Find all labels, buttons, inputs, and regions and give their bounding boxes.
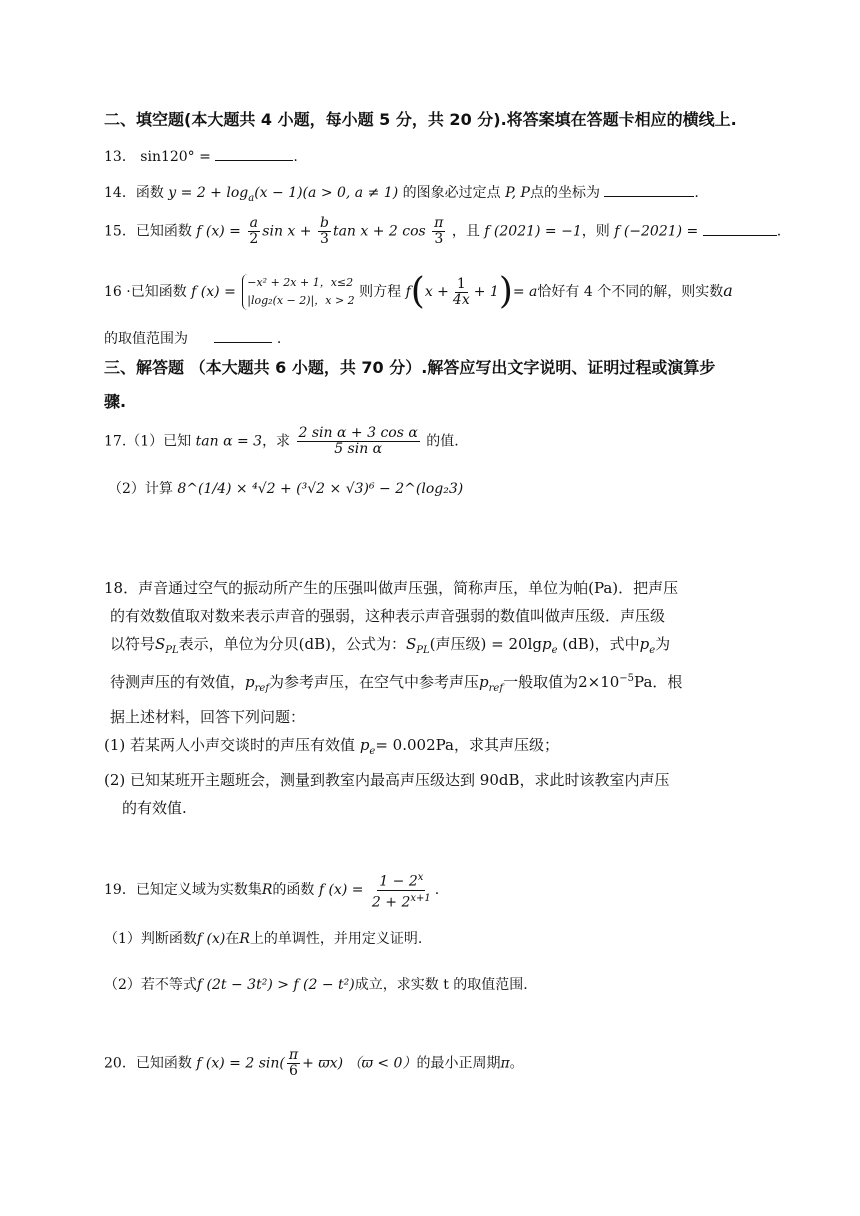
q20-pi: π [288, 1047, 299, 1063]
q20-b: 的最小正周期 [416, 1055, 501, 1072]
q18-line2: 的有效数值取对数来表示声音的强弱，这种表示声音强弱的数值叫做声压级．声压级 [110, 607, 666, 625]
q18-line4 [104, 667, 764, 701]
q18-pe3-sub: e [369, 746, 376, 757]
question-19 [104, 870, 804, 910]
q18-l3a: 以符号 [110, 635, 156, 653]
question-17-part2 [108, 478, 808, 500]
q15-frac-a [247, 216, 260, 247]
q13-number: 13． [104, 149, 136, 165]
q16-mid: 则方程 [359, 284, 402, 300]
q18-l3e: 为 [655, 635, 671, 653]
q15-text: 已知函数 [135, 223, 192, 240]
q19-end: . [434, 882, 440, 899]
q16-inner2: + 1 [473, 284, 499, 300]
q17-denominator: 5 sin α [334, 441, 383, 457]
q16-post: 恰好有 4 个不同的解，则实数 [537, 284, 724, 300]
q16-frac [451, 277, 472, 308]
q20-frac [287, 1048, 300, 1079]
q14-answer-blank [604, 182, 694, 197]
section-heading-answer [104, 354, 784, 416]
q19-p2b: 成立，求实数 t 的取值范围. [354, 977, 528, 993]
q18-line1: 18．声音通过空气的振动所产生的压强叫做声压强，简称声压，单位为帕(Pa)．把声压 [104, 579, 679, 597]
q13-answer-blank [215, 146, 293, 161]
q20-6: 6 [289, 1063, 298, 1079]
q18-spl-sub: PL [165, 645, 179, 656]
q14-post: 点的坐标为 [529, 185, 600, 201]
q18-spl2: S [406, 635, 417, 653]
q19-p1a: （1）判断函数 [104, 931, 197, 947]
section3-heading-line1: 三、解答题 （本大题共 6 小题，共 70 分）.解答应写出文字说明、证明过程或演算步 [104, 358, 716, 377]
q16-line2 [104, 328, 504, 350]
q18-s1b: Pa，求其声压级； [435, 736, 559, 754]
q13-expression: sin120° = [140, 149, 211, 165]
q18-val-exp: −5 [619, 673, 635, 684]
q18-pe2: p [639, 635, 650, 653]
q18-pe: p [541, 635, 552, 653]
q16-case1: −x² + 2x + 1，x≤2 [247, 276, 354, 289]
q14-expr2: (x − 1)(a > 0, a ≠ 1) [254, 185, 399, 201]
q18-spl: S [155, 635, 166, 653]
q14-log-base: a [248, 192, 255, 204]
q19-f: f (x) = [318, 882, 364, 899]
q16-inner1: x + [424, 284, 449, 300]
q20-end: 。 [509, 1055, 524, 1072]
q18-l3d: (dB)，式中 [562, 635, 640, 653]
question-13 [104, 146, 804, 168]
q19-l1b: 的函数 [272, 882, 315, 899]
q16-text: 已知函数 [130, 284, 187, 300]
q19-part2 [104, 974, 804, 996]
q18-pref2-sub: ref [488, 683, 504, 694]
q18-line3 [104, 632, 764, 663]
q17-post: 的值. [426, 433, 459, 450]
q15-tan: tan x + 2 cos [332, 223, 426, 240]
q18-l3b: 表示，单位为分贝(dB)，公式为： [178, 635, 407, 653]
q15-f: f (x) = [196, 223, 241, 240]
section3-heading-line2: 骤. [104, 392, 127, 411]
q18-sub2-line2: 的有效值. [122, 799, 187, 817]
q16-4x: 4x [452, 291, 470, 308]
q19-p1c: 上的单调性，并用定义证明. [249, 931, 423, 947]
q15-answer-blank [703, 221, 777, 236]
q14-number: 14． [104, 185, 136, 201]
q14-mid: 的图象必过定点 [402, 185, 501, 201]
question-18 [104, 576, 764, 820]
question-20 [104, 1048, 804, 1079]
q19-p2a: （2）若不等式 [104, 977, 197, 993]
q17-p2-expr: 8^(1/4) × ⁴√2 + (³√2 × √3)⁶ − 2^(log₂3) [177, 481, 464, 497]
q15-3: 3 [319, 231, 329, 247]
q16-paren-open: ( [410, 271, 425, 312]
q18-val: 2×10 [578, 673, 620, 691]
q13-end: . [293, 149, 298, 165]
q16-1: 1 [456, 275, 466, 292]
q18-pe2-sub: e [649, 645, 656, 656]
q19-ineq: f (2t − 3t²) > f (2 − t²) [196, 977, 355, 993]
q16-eq: = a [512, 284, 538, 300]
q20-a: 20．已知函数 [104, 1055, 192, 1072]
q18-l4c: 一般取值为 [503, 673, 579, 691]
q18-pe-sub: e [551, 645, 558, 656]
q15-frac-b [318, 216, 331, 247]
q18-pe3: p [359, 736, 370, 754]
q15-and: ，且 [451, 223, 480, 240]
q18-l4d: Pa．根 [634, 673, 683, 691]
q16-paren-close: ) [498, 271, 513, 312]
q16-line2-text: 的取值范围为 [104, 331, 188, 347]
q18-spl2-sub: PL [416, 645, 430, 656]
q15-2: 2 [249, 231, 259, 247]
q14-expr: y = 2 + log [168, 185, 249, 201]
q19-denominator: 2 + 2 [371, 894, 411, 911]
q15-frac-pi [432, 216, 445, 247]
q15-then: ，则 [581, 223, 610, 240]
q17-ask: ，求 [262, 433, 291, 450]
q19-part1 [104, 928, 804, 950]
section-heading-fill-in: 二、填空题(本大题共 4 小题，每小题 5 分，共 20 分).将答案填在答题卡相应的横线上. [104, 110, 737, 129]
q15-a: a [249, 215, 259, 231]
q19-p1b: 在 [225, 931, 240, 947]
q20-period: π [500, 1055, 510, 1072]
q18-pref: p [245, 673, 255, 691]
q18-l4a: 待测声压的有效值， [110, 673, 246, 691]
q16-end: . [276, 331, 282, 347]
q16-case2: |log₂(x − 2)|，x > 2 [247, 294, 355, 307]
q17-p2-label: （2）计算 [108, 481, 173, 497]
question-17-part1 [104, 426, 804, 457]
q16-piecewise [242, 274, 354, 310]
q16-answer-blank [214, 328, 272, 343]
q18-pref2: p [479, 673, 489, 691]
q18-pref-sub: ref [254, 683, 270, 694]
q16-a: a [723, 281, 733, 300]
q18-s1a: (1) 若某两人小声交谈时的声压有效值 [104, 736, 356, 754]
q18-l3c: (声压级) = 20lg [429, 635, 542, 653]
q19-R: R [261, 882, 273, 899]
q17-cond: tan α = 3 [195, 433, 263, 450]
q15-pi: π [434, 215, 444, 231]
q19-frac: $\frac{1 - 2^x}{2 + 2^{x+1}}$ [371, 872, 431, 911]
q18-sub2: (2) 已知某班开主题班会，测量到教室内最高声压级达到 90dB，求此时该教室内声压 [104, 771, 670, 789]
q20-cond: （ϖ < 0） [347, 1055, 417, 1072]
q14-end: . [694, 185, 699, 201]
q16-f: f (x) = [191, 284, 236, 300]
q18-s1val: = 0.002 [375, 736, 436, 754]
q17-frac [297, 426, 420, 457]
q15-end: . [776, 223, 782, 240]
q16-f2: f [405, 284, 411, 300]
q19-R2: R [239, 931, 250, 947]
q19-fx: f (x) [196, 931, 226, 947]
q19-numerator: 1 − 2 [379, 873, 418, 890]
q14-text: 函数 [135, 185, 164, 201]
q17-numerator: 2 sin α + 3 cos α [298, 425, 418, 441]
q16-number: 16 · [104, 284, 131, 300]
q17-number: 17.（1）已知 [104, 433, 192, 450]
q14-points: P, P [505, 185, 530, 201]
q15-sin: sin x + [262, 223, 312, 240]
q19-l1a: 19．已知定义域为实数集 [104, 882, 262, 899]
q20-f: f (x) = 2 sin( [196, 1055, 285, 1072]
q15-number: 15． [104, 223, 136, 240]
question-14 [104, 182, 824, 210]
q15-cond1: f (2021) = −1 [484, 223, 582, 240]
q15-3b: 3 [434, 231, 444, 247]
q18-line5: 据上述材料，回答下列问题： [110, 708, 306, 726]
q20-rest: + ϖx) [302, 1055, 344, 1072]
q18-sub1 [104, 733, 764, 764]
question-16 [104, 271, 834, 312]
q15-cond2: f (−2021) = [614, 223, 699, 240]
q15-b: b [319, 215, 329, 231]
question-15 [104, 216, 824, 247]
q18-l4b: 为参考声压，在空气中参考声压 [269, 673, 480, 691]
